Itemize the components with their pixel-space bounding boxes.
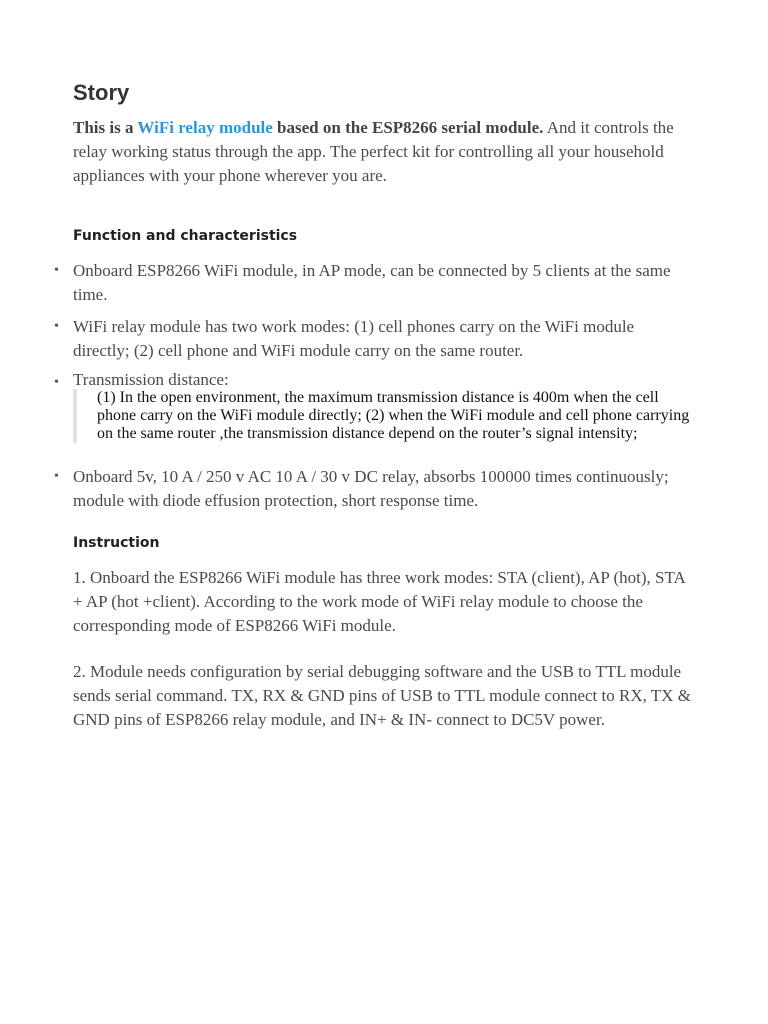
function-characteristics-heading: Function and characteristics — [73, 228, 298, 244]
wifi-relay-module-link[interactable]: WiFi relay module — [137, 118, 273, 137]
bullet-icon: • — [54, 375, 59, 390]
list-item — [54, 259, 693, 307]
article — [54, 78, 693, 732]
story-lead-paragraph — [73, 116, 693, 188]
instruction-step: 2. Module needs configuration by serial debugging software and the USB to TTL module sends serial command. TX, RX & GND pins of USB to TTL module connect to RX, TX & GND pins of ESP8266 relay module, and IN+ & IN- connect to DC5V power. — [73, 662, 691, 729]
bullet-icon: • — [54, 319, 59, 334]
instruction-heading: Instruction — [73, 535, 160, 551]
instruction-step: 1. Onboard the ESP8266 WiFi module has three work modes: STA (client), AP (hot), STA + AP (hot +client). According to the work mode of WiFi relay module to choose the corresponding mode of ESP8266 WiFi module. — [73, 568, 685, 635]
list-item — [54, 370, 693, 443]
story-title: Story — [73, 80, 130, 105]
bullet-icon: • — [54, 469, 59, 484]
list-item-text: WiFi relay module has two work modes: (1) cell phones carry on the WiFi module directly; (2) cell phone and WiFi module carry on the same router. — [73, 317, 635, 360]
function-list — [54, 259, 693, 513]
list-item-text: Transmission distance: — [73, 370, 229, 389]
lead-bold-prefix: This is a — [73, 118, 138, 137]
list-item-text: Onboard 5v, 10 A / 250 v AC 10 A / 30 v DC relay, absorbs 100000 times continuously; module with diode effusion protection, short response time. — [73, 467, 669, 510]
list-item — [54, 315, 693, 363]
transmission-distance-quote: (1) In the open environment, the maximum transmission distance is 400m when the cell phone carry on the WiFi module directly; (2) when the WiFi module and cell phone carrying on the same router ,the transmission distance depend on the router’s signal intensity; — [73, 389, 693, 443]
bullet-icon: • — [54, 263, 59, 278]
list-item-text: Onboard ESP8266 WiFi module, in AP mode, can be connected by 5 clients at the same time. — [73, 261, 671, 304]
lead-rest-text: And it controls the relay working status through the app. The perfect kit for controlling all your household appliances with your phone wherever you are. — [73, 118, 674, 185]
lead-bold-suffix: based on the ESP8266 serial module. — [272, 118, 544, 137]
list-item — [54, 465, 693, 513]
